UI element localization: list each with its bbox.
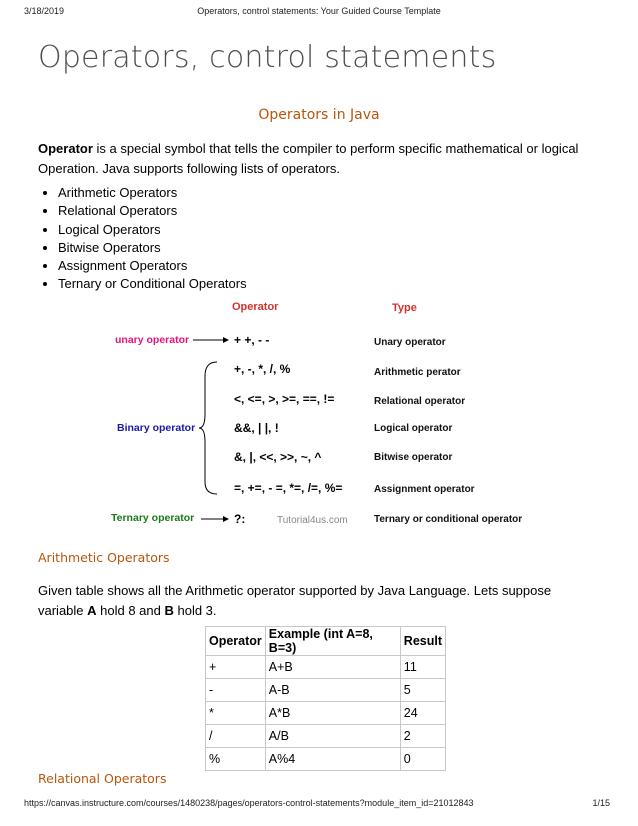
- arith-intro-a: Given table shows all the Arithmetic operator supported by Java Language. Lets suppose variable: [38, 583, 552, 618]
- diagram-op-unary: + +, - -: [234, 333, 270, 347]
- table-row: [206, 702, 446, 725]
- table-row: [206, 725, 446, 748]
- diagram-header-type: Type: [392, 302, 417, 314]
- table-cell: A%4: [265, 748, 400, 771]
- list-item: • Assignment Operators: [58, 257, 247, 275]
- table-cell: *: [206, 702, 266, 725]
- binary-brace: [199, 362, 217, 494]
- arithmetic-table: [205, 626, 446, 771]
- table-row: [206, 748, 446, 771]
- list-item: • Logical Operators: [58, 221, 247, 239]
- diagram-op-bitwise: &, |, <<, >>, ~, ^: [234, 450, 322, 464]
- column-header: Operator: [206, 627, 266, 656]
- print-page-number: 1/15: [592, 798, 610, 808]
- diagram-op-arithmetic: +, -, *, /, %: [234, 362, 291, 376]
- section-title-operators-in-java: Operators in Java: [258, 107, 380, 123]
- diagram-type-bitwise: Bitwise operator: [374, 452, 453, 463]
- table-cell: 5: [400, 679, 445, 702]
- label-ternary-operator: Ternary operator: [111, 512, 195, 524]
- diagram-op-assignment: =, +=, - =, *=, /=, %=: [234, 481, 343, 495]
- table-row: [206, 679, 446, 702]
- table-cell: 0: [400, 748, 445, 771]
- table-cell: -: [206, 679, 266, 702]
- column-header: Result: [400, 627, 445, 656]
- table-cell: %: [206, 748, 266, 771]
- diagram-watermark: Tutorial4us.com: [277, 515, 348, 526]
- diagram-type-relational: Relational operator: [374, 396, 466, 407]
- diagram-header-operator: Operator: [232, 301, 279, 313]
- table-cell: A+B: [265, 656, 400, 679]
- table-cell: /: [206, 725, 266, 748]
- table-cell: A*B: [265, 702, 400, 725]
- diagram-arrows: [95, 296, 545, 536]
- table-cell: A/B: [265, 725, 400, 748]
- arithmetic-intro: [38, 581, 598, 621]
- table-cell: 24: [400, 702, 445, 725]
- diagram-type-logical: Logical operator: [374, 423, 453, 434]
- intro-text: is a special symbol that tells the compiler to perform specific mathematical or logical Operation. Java supports following lists of operators.: [38, 141, 579, 176]
- page-title: Operators, control statements: [38, 40, 497, 75]
- table-cell: 2: [400, 725, 445, 748]
- var-a: A: [87, 603, 97, 618]
- diagram-type-unary: Unary operator: [374, 337, 446, 348]
- list-item: • Arithmetic Operators: [58, 184, 247, 202]
- diagram-op-ternary: ?:: [234, 512, 246, 526]
- list-item: • Ternary or Conditional Operators: [58, 275, 247, 293]
- relational-operators-heading: Relational Operators: [38, 771, 167, 786]
- label-unary-operator: unary operator: [115, 334, 190, 346]
- arithmetic-operators-heading: Arithmetic Operators: [38, 550, 170, 565]
- intro-paragraph: [38, 139, 593, 179]
- table-cell: +: [206, 656, 266, 679]
- arrow-head-ternary: [223, 516, 229, 522]
- diagram-type-assignment: Assignment operator: [374, 484, 475, 495]
- operator-list: [38, 184, 247, 294]
- operators-diagram: [95, 296, 545, 536]
- print-footer-url: https://canvas.instructure.com/courses/1480238/pages/operators-control-statements?module_item_id=21012843: [24, 798, 474, 808]
- diagram-op-relational: <, <=, >, >=, ==, !=: [234, 392, 335, 406]
- arith-intro-b: hold 8 and: [96, 603, 165, 618]
- diagram-type-arithmetic: Arithmetic perator: [374, 367, 461, 378]
- label-binary-operator: Binary operator: [117, 422, 196, 434]
- list-item: • Relational Operators: [58, 202, 247, 220]
- print-header-title: Operators, control statements: Your Guided Course Template: [197, 6, 441, 16]
- print-date: 3/18/2019: [24, 6, 65, 16]
- table-cell: A-B: [265, 679, 400, 702]
- diagram-type-ternary: Ternary or conditional operator: [374, 514, 523, 525]
- arith-intro-c: hold 3.: [173, 603, 217, 618]
- table-header-row: [206, 627, 446, 656]
- column-header: Example (int A=8, B=3): [265, 627, 400, 656]
- var-b: B: [164, 603, 174, 618]
- arrow-head-unary: [223, 337, 229, 343]
- list-item: • Bitwise Operators: [58, 239, 247, 257]
- intro-bold-term: Operator: [38, 141, 93, 156]
- table-row: [206, 656, 446, 679]
- diagram-op-logical: &&, | |, !: [234, 421, 279, 435]
- table-cell: 11: [400, 656, 445, 679]
